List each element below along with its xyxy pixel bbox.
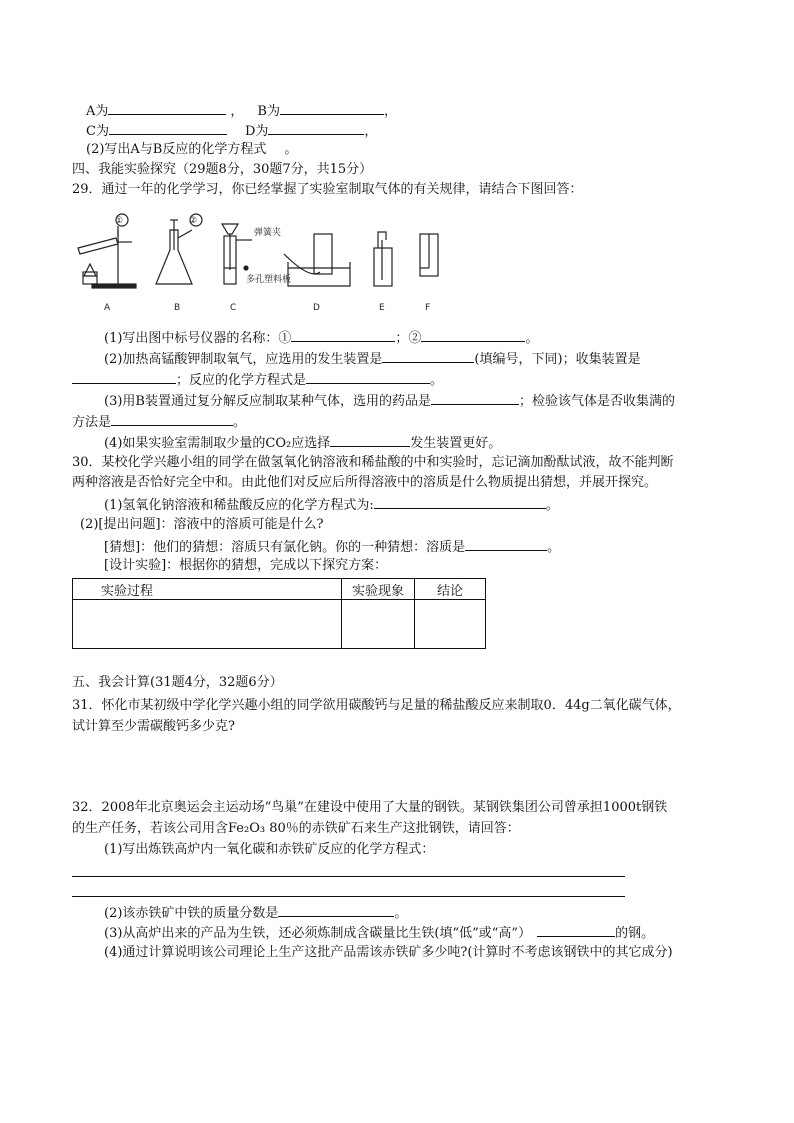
label-a: A [104, 303, 111, 313]
q28-sub2-end: 。 [284, 142, 298, 157]
q29-s4-b: 发生装置更好。 [410, 436, 502, 451]
q29-s4-blank[interactable] [330, 433, 410, 447]
q30-s1-blank[interactable] [374, 495, 546, 509]
marker-1: ① [114, 216, 124, 226]
experiment-table-header [73, 579, 486, 600]
q29-s2 [104, 349, 641, 369]
q28-d-blank[interactable] [268, 121, 364, 135]
q28-b-blank[interactable] [280, 101, 384, 115]
q29-s3-a: (3)用B装置通过复分解反应制取某种气体，选用的药品是 [104, 394, 431, 409]
q29-s3 [104, 391, 675, 411]
q29-s1-a: (1)写出图中标号仪器的名称：① [104, 331, 292, 346]
label-d: D [313, 303, 320, 313]
q29-s1-c: 。 [525, 331, 539, 346]
q29-s2-blank2[interactable] [72, 370, 176, 384]
q28-comma-2: ， [383, 104, 397, 119]
q32-s3-b: 的钢。 [615, 926, 655, 941]
label-f: F [425, 303, 431, 313]
q29-s3-d: 。 [233, 415, 247, 430]
label-c: C [230, 303, 237, 313]
q29-s2-cont [72, 370, 443, 390]
q29-s2-d: 。 [430, 373, 444, 388]
header-process: 实验过程 [73, 579, 342, 600]
section5-title: 五、我会计算(31题4分，32题6分） [72, 675, 283, 690]
section4-title: 四、我能实验探究（29题8分，30题7分，共15分） [72, 162, 373, 177]
q29-s3-cont [72, 412, 246, 432]
clamp-label: 弹簧夹 [254, 228, 282, 238]
q29-stem: 29．通过一年的化学学习，你已经掌握了实验室制取气体的有关规律，请结合下图回答： [72, 182, 583, 197]
q29-s1 [104, 328, 538, 348]
q28-sub2-text: (2)写出A与B反应的化学方程式 [86, 142, 267, 157]
q29-s3-b: ；检验该气体是否收集满的 [518, 394, 675, 409]
q29-s2-a: (2)加热高锰酸钾制取氧气，应选用的发生装置是 [104, 352, 383, 367]
q32-s1: (1)写出炼铁高炉内一氧化碳和赤铁矿反应的化学方程式： [104, 842, 435, 857]
q32-s2-b: 。 [394, 906, 408, 921]
q30-stem-2: 两种溶液是否恰好完全中和。由此他们对反应后所得溶液中的溶质是什么物质提出猜想，并展开探究。 [72, 475, 658, 490]
q32-s3-blank[interactable] [537, 923, 615, 937]
plate-label: 多孔塑料板 [246, 275, 292, 285]
header-conclusion: 结论 [415, 579, 486, 600]
q31-line-1: 31．怀化市某初级中学化学兴趣小组的同学欲用碳酸钙与足量的稀盐酸反应来制取0．44g二氧化碳气体， [72, 698, 681, 713]
q30-guess-blank[interactable] [465, 537, 547, 551]
q29-s2-c: ；反应的化学方程式是 [176, 373, 307, 388]
q30-stem-1: 30．某校化学兴趣小组的同学在做氢氧化钠溶液和稀盐酸的中和实验时，忘记滴加酚酞试液，故不能判断 [72, 455, 674, 470]
q30-guess-end: 。 [547, 540, 561, 555]
answer-line-1[interactable] [72, 876, 625, 877]
q30-guess [104, 537, 560, 557]
q28-line-ab [86, 101, 397, 121]
q29-s3-blank1[interactable] [431, 391, 519, 405]
q28-comma-1: ， [230, 104, 244, 119]
q28-sub2 [86, 141, 297, 159]
q32-line-2: 的生产任务，若该公司用含Fe₂O₃ 80％的赤铁矿石来生产这批钢铁，请回答： [72, 821, 520, 836]
q32-s2-a: (2)该赤铁矿中铁的质量分数是 [104, 906, 279, 921]
q32-s2 [104, 903, 407, 923]
q29-s1-blank2[interactable] [421, 328, 525, 342]
q30-s1-text: (1)氢氧化钠溶液和稀盐酸反应的化学方程式为: [104, 498, 374, 513]
q28-c-blank[interactable] [109, 121, 227, 135]
q28-line-cd [86, 121, 377, 141]
experiment-table-row [73, 600, 486, 649]
q32-s3 [104, 923, 654, 943]
q29-s4-a: (4)如果实验室需制取少量的CO₂应选择 [104, 436, 331, 451]
q32-s3-a: (3)从高炉出来的产品为生铁，还必须炼制成含碳量比生铁(填“低”或“高”） [104, 926, 532, 941]
q29-s2-blank1[interactable] [382, 349, 474, 363]
answer-line-2[interactable] [72, 896, 625, 897]
q30-design: [设计实验]：根据你的猜想，完成以下探究方案： [104, 558, 388, 573]
apparatus-drawing [70, 210, 450, 320]
q28-a-label: A为 [86, 104, 109, 119]
q29-s2-b: (填编号，下同)；收集装置是 [474, 352, 641, 367]
q29-s4 [104, 433, 501, 453]
q29-s1-b: ；② [395, 331, 422, 346]
q32-s2-blank[interactable] [278, 903, 394, 917]
q30-s2: (2)[提出问题]：溶液中的溶质可能是什么? [80, 517, 324, 532]
q30-guess-text: [猜想]：他们的猜想：溶质只有氯化钠。你的一种猜想：溶质是 [104, 540, 466, 555]
q31-line-2: 试计算至少需碳酸钙多少克? [72, 719, 235, 734]
cell-process[interactable] [73, 600, 342, 649]
q28-b-label: B为 [257, 104, 280, 119]
experiment-table [72, 578, 486, 649]
q28-a-blank[interactable] [108, 101, 226, 115]
header-phenomenon: 实验现象 [342, 579, 415, 600]
q29-s2-blank3[interactable] [306, 370, 430, 384]
cell-phenomenon[interactable] [342, 600, 415, 649]
q30-s1-end: 。 [545, 498, 559, 513]
q28-c-label: C为 [86, 124, 109, 139]
apparatus-figure [70, 210, 450, 320]
q30-s1 [104, 495, 559, 515]
q32-line-1: 32．2008年北京奥运会主运动场“鸟巢”在建设中使用了大量的钢铁。某钢铁集团公司曾承担1000t钢铁 [72, 800, 668, 815]
q29-s1-blank1[interactable] [291, 328, 395, 342]
q29-s3-blank2[interactable] [111, 412, 233, 426]
cell-conclusion[interactable] [415, 600, 486, 649]
q28-d-label: D为 [244, 124, 269, 139]
q32-s4: (4)通过计算说明该公司理论上生产这批产品需该赤铁矿多少吨?(计算时不考虑该钢铁中的其它成分) [104, 945, 673, 960]
marker-2: ② [188, 216, 198, 226]
q28-comma-3: ， [364, 124, 378, 139]
label-b: B [174, 303, 181, 313]
label-e: E [379, 303, 385, 313]
q29-s3-c: 方法是 [72, 415, 112, 430]
